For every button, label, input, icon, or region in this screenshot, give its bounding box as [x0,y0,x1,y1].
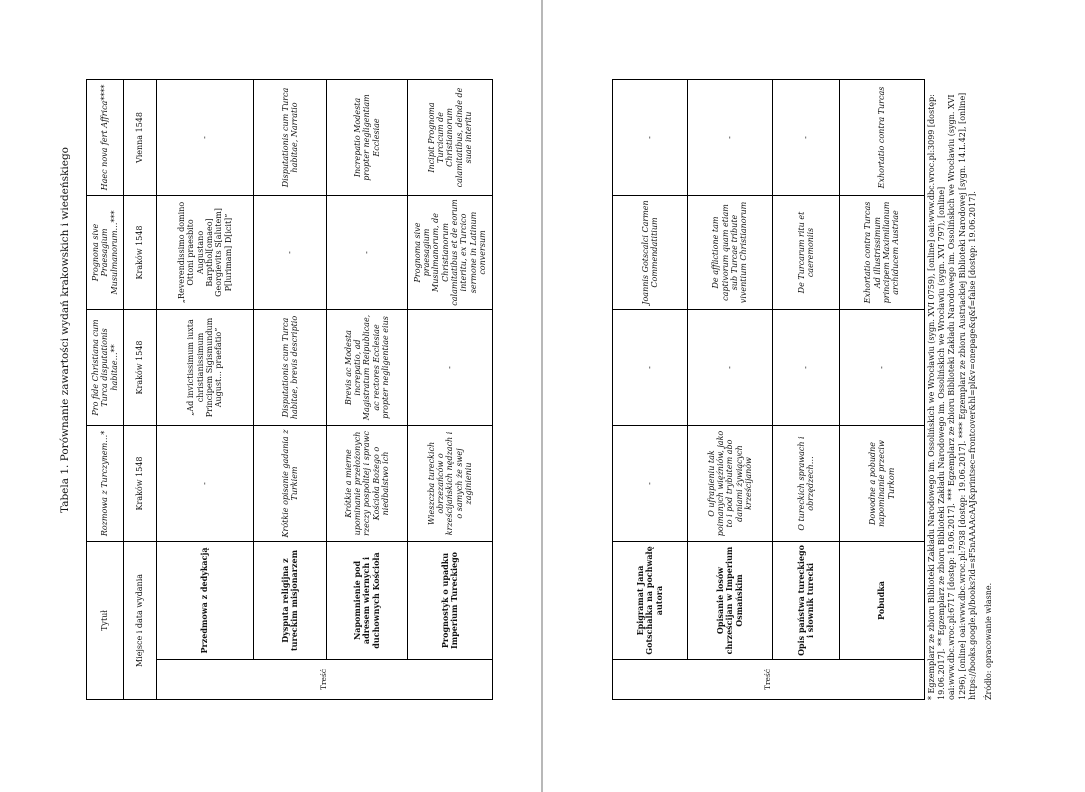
edition-place: Vienna 1548 [124,79,157,195]
row-label: Prognostyk o upadku Imperium Tureckiego [408,541,493,659]
table-cell: - [613,80,688,196]
table-row [408,79,493,699]
place-label: Miejsce i data wydania [124,541,157,699]
table-cell: Brevis ac Modesta increpatio, ad Magistratum Reipublicae, ac rectores Ecclesiae propter negligentiae eius [327,309,408,425]
table-cell: „Ad invictissimum iuxta christianissimum Principem Sigismundum August... praefatio” [157,309,254,425]
table-cell: Disputationis cum Turca habitae, brevis descriptio [254,309,327,425]
table-row [157,79,254,699]
table-cell: - [327,195,408,309]
table-cell: Dowodne a pobudne napominanie przeciw Turkom [840,426,925,542]
table-place-row [124,79,157,699]
content-label: Treść [613,660,925,700]
row-label: Epigramat Jana Gotschalka na pochwałę autora [613,542,688,660]
table-row [773,80,840,700]
edition-place: Kraków 1548 [124,425,157,541]
row-label: Opisanie losów chrześcijan w Imperium Osmańskim [688,542,773,660]
table-caption: Tabela 1. Porównanie zawartości wydań krakowskich i wiedeńskiego [59,147,71,513]
table-row [840,80,925,700]
table-cell: - [613,426,688,542]
table-cell: - [254,195,327,309]
table-cell: „Reverendissimo domino Ottoni praesbito Augustano Barpthol[omaeo] Georgievits S[alutem] P[lurimam] D[icit]” [157,195,254,309]
table-cell: - [688,310,773,426]
edition-place: Kraków 1548 [124,195,157,309]
table-cell: - [613,310,688,426]
table-cell: - [157,425,254,541]
row-label: Opis państwa tureckiego i słownik turecki [773,542,840,660]
edition-title: Pro fide Christiana cum Turca disputationis habitae…** [87,309,124,425]
row-label: Pobudka [840,542,925,660]
page-left [0,0,541,792]
table-cell: - [688,80,773,196]
table-cell: - [773,310,840,426]
comparison-table-part2 [612,79,925,700]
table-cell: Krótkie opisanie gadania z Turkiem [254,425,327,541]
table-cell: - [408,309,493,425]
table-cell: - [157,79,254,195]
table-row [327,79,408,699]
table-cell: Krótkie a mierne upominanie przełożonych rzeczy pospolitej i sprawc Kościoła Bożego o niedbalstwo ich [327,425,408,541]
table-cell: Prognoma sive praesagium Musulmanorum, de Christianorum calamitatibus et de eorum interitu, ex Turcico sermone in Latinum conversum [408,195,493,309]
table-row [613,80,688,700]
row-label: Napomnienie pod adresem wiernych i duchownych Kościoła [327,541,408,659]
table-row [688,80,773,700]
footnotes [927,90,978,700]
table-cell: Exhortatio contra Turcas [840,80,925,196]
table-cell: Disputationis cum Turca habitae, Narratio [254,79,327,195]
table-header-row [87,79,124,699]
table-cell: De afflictione tam captivorum quam etiam sub Turcae tribute viventium Christianorum [688,196,773,310]
table-cell: O tureckich sprawach i obrzędzech… [773,426,840,542]
content-label: Treść [157,660,493,700]
table-cell: - [773,80,840,196]
edition-title: Prognona sive Praesagium Musulmanorum…*** [87,195,124,309]
table-cell: Wieszczba tureckich obrzezańców o krześcijańskich nędzach i o samych że swej zaginieniu [408,425,493,541]
footnote-text: * Egzemplarz ze zbioru Biblioteki Zakładu Narodowego im. Ossolińskich we Wrocławiu (sygn. XVI 0759), [online] oai:www.dbc.wroc.pl:3099 [dostęp: 19.06.2017]. ** Egzemplarz ze zbioru Biblioteki Zakładu Narodowego im. Ossolińskich we Wrocławiu (sygn. XVI 797), [online] oai:www.dbc.wroc.pl:6717 [dostęp: 19.06.2017]. *** Egzemplarz ze zbioru Biblioteki Zakładu Narodowego im. Ossolińskich we Wrocławiu (sygn. XVI 1296), [online] oai:www.dbc.wroc.pl:7938 [dostęp: 19.06.2017]. **** Egzemplarz ze zbioru Austriackiej Biblioteki Narodowej [sygn. 14.L.42], [online] https://books.google.pl/books?id=sF5nAAAAcAAJ&printsec=frontcover&hl=pl&v=onepage&q&f=false [dostęp: 19.06.2017]. [927,92,977,700]
table-cell: Incipit Prognoma Turcicum de Christianorum calamitatibus, deinde de suae interitu [408,79,493,195]
edition-place: Kraków 1548 [124,309,157,425]
edition-title: Haec nova fert Affrica**** [87,79,124,195]
page-right [543,0,1085,792]
row-label: Dysputa religijna z tureckim misjonarzem [254,541,327,659]
edition-title: Rozmowa z Turczynem…* [87,425,124,541]
source-note: Źródło: opracowanie własne. [984,582,993,700]
table-cell: De Turcarum ritu et caeremoniis [773,196,840,310]
row-label: Przedmowa z dedykacją [157,541,254,659]
title-label: Tytuł [87,541,124,699]
table-cell: Exhortatio contra Turcas Ad illustrissimum principem Maximilianum archiducem Austriae [840,196,925,310]
table-cell: - [840,310,925,426]
table-cell: O ufrapieniu tak poimanych więźniów, jako to i pod trybutem abo daniami żywiących krześcijanów [688,426,773,542]
table-row [254,79,327,699]
table-cell: Joannis Gotscalci Carmen Commendatitium [613,196,688,310]
comparison-table-part1 [86,79,493,700]
table-cell: Increpatio Modesta propter negligentiam Ecclesiae [327,79,408,195]
